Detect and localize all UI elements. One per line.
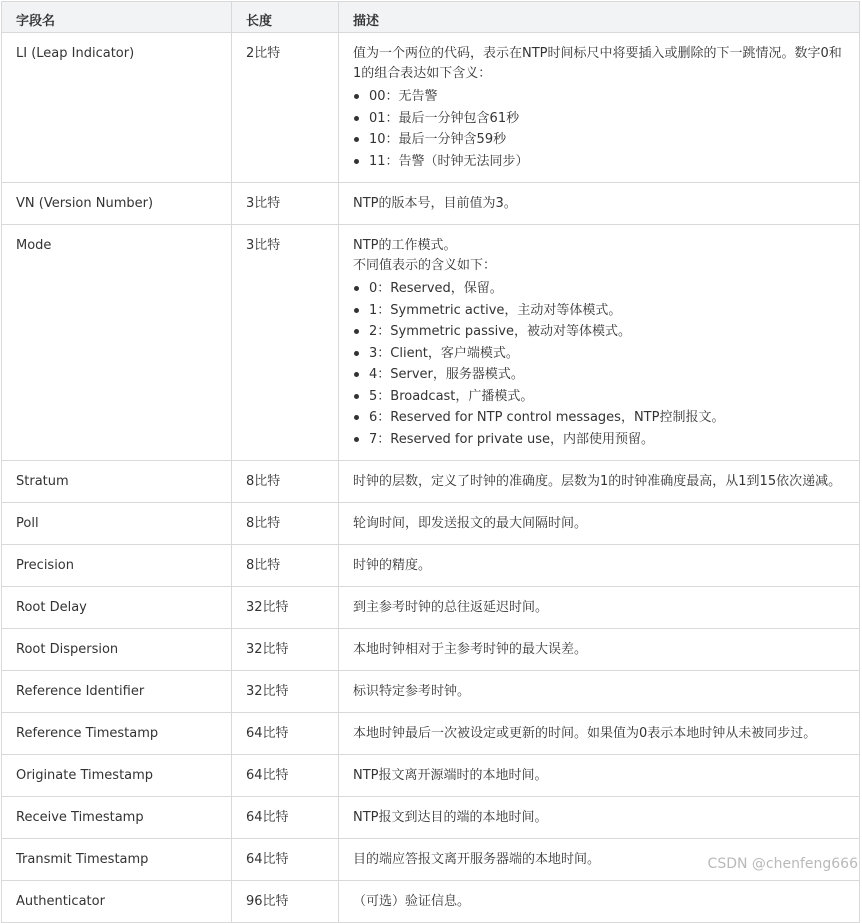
- table-row: [2, 629, 860, 671]
- watermark: CSDN @chenfeng666: [707, 856, 858, 872]
- list-item: 01：最后一分钟包含61秒: [353, 108, 845, 130]
- length-cell: 96比特: [232, 881, 339, 923]
- header-length: 长度: [232, 2, 339, 33]
- length-cell: 64比特: [232, 839, 339, 881]
- length-cell: 32比特: [232, 671, 339, 713]
- table-row: [2, 671, 860, 713]
- list-item: 11：告警（时钟无法同步）: [353, 151, 845, 173]
- value-list: [353, 278, 845, 450]
- description-cell: [339, 587, 860, 629]
- list-item: 2：Symmetric passive，被动对等体模式。: [353, 321, 845, 343]
- value-list: [353, 86, 845, 172]
- table-row: [2, 461, 860, 503]
- length-cell: 8比特: [232, 545, 339, 587]
- list-item: 4：Server，服务器模式。: [353, 364, 845, 386]
- description-cell: [339, 797, 860, 839]
- length-cell: 64比特: [232, 713, 339, 755]
- field-name-cell: Mode: [2, 225, 232, 461]
- field-name-cell: Originate Timestamp: [2, 755, 232, 797]
- description-cell: [339, 713, 860, 755]
- table-row: [2, 881, 860, 923]
- description-text: NTP的工作模式。: [353, 238, 457, 253]
- table-row: [2, 755, 860, 797]
- length-cell: 64比特: [232, 797, 339, 839]
- table-row: [2, 587, 860, 629]
- description-text: （可选）验证信息。: [353, 894, 471, 909]
- description-cell: [339, 225, 860, 461]
- field-name-cell: Precision: [2, 545, 232, 587]
- table-row: [2, 713, 860, 755]
- description-text: 到主参考时钟的总往返延迟时间。: [353, 600, 549, 615]
- table-row: [2, 183, 860, 225]
- length-cell: 32比特: [232, 629, 339, 671]
- description-text: 本地时钟相对于主参考时钟的最大误差。: [353, 642, 588, 657]
- description-text: 时钟的层数，定义了时钟的准确度。层数为1的时钟准确度最高，从1到15依次递减。: [353, 474, 842, 489]
- description-text: NTP报文离开源端时的本地时间。: [353, 768, 548, 783]
- field-name-cell: Transmit Timestamp: [2, 839, 232, 881]
- list-item: 3：Client，客户端模式。: [353, 343, 845, 365]
- description-text: NTP报文到达目的端的本地时间。: [353, 810, 548, 825]
- description-text: 轮询时间，即发送报文的最大间隔时间。: [353, 516, 588, 531]
- length-cell: 3比特: [232, 225, 339, 461]
- header-description: 描述: [339, 2, 860, 33]
- description-text: 值为一个两位的代码，表示在NTP时间标尺中将要插入或删除的下一跳情况。数字0和1的组合表达如下含义：: [353, 46, 842, 81]
- length-cell: 8比特: [232, 461, 339, 503]
- description-cell: [339, 545, 860, 587]
- length-cell: 8比特: [232, 503, 339, 545]
- description-cell: [339, 629, 860, 671]
- field-name-cell: Authenticator: [2, 881, 232, 923]
- field-name-cell: Reference Identifier: [2, 671, 232, 713]
- table-row: [2, 503, 860, 545]
- field-name-cell: Poll: [2, 503, 232, 545]
- table-row: [2, 797, 860, 839]
- field-name-cell: Reference Timestamp: [2, 713, 232, 755]
- description-cell: [339, 183, 860, 225]
- field-name-cell: Root Dispersion: [2, 629, 232, 671]
- description-text: 不同值表示的含义如下：: [353, 258, 497, 273]
- description-text: 时钟的精度。: [353, 558, 432, 573]
- length-cell: 2比特: [232, 33, 339, 183]
- description-cell: [339, 671, 860, 713]
- table-header-row: [2, 2, 860, 33]
- field-name-cell: LI (Leap Indicator): [2, 33, 232, 183]
- description-text: 目的端应答报文离开服务器端的本地时间。: [353, 852, 601, 867]
- description-cell: [339, 755, 860, 797]
- description-text: 标识特定参考时钟。: [353, 684, 471, 699]
- list-item: 0：Reserved，保留。: [353, 278, 845, 300]
- list-item: 1：Symmetric active，主动对等体模式。: [353, 300, 845, 322]
- list-item: 10：最后一分钟含59秒: [353, 129, 845, 151]
- description-cell: [339, 461, 860, 503]
- table-row: [2, 225, 860, 461]
- description-cell: [339, 881, 860, 923]
- list-item: 7：Reserved for private use，内部使用预留。: [353, 429, 845, 451]
- length-cell: 3比特: [232, 183, 339, 225]
- field-name-cell: VN (Version Number): [2, 183, 232, 225]
- table-body: [2, 33, 860, 923]
- table-row: [2, 545, 860, 587]
- header-field-name: 字段名: [2, 2, 232, 33]
- list-item: 00：无告警: [353, 86, 845, 108]
- description-text: NTP的版本号，目前值为3。: [353, 196, 517, 211]
- description-text: 本地时钟最后一次被设定或更新的时间。如果值为0表示本地时钟从未被同步过。: [353, 726, 817, 741]
- field-name-cell: Root Delay: [2, 587, 232, 629]
- list-item: 5：Broadcast，广播模式。: [353, 386, 845, 408]
- length-cell: 64比特: [232, 755, 339, 797]
- ntp-field-table: [1, 1, 860, 923]
- description-cell: [339, 503, 860, 545]
- length-cell: 32比特: [232, 587, 339, 629]
- description-cell: [339, 33, 860, 183]
- field-name-cell: Receive Timestamp: [2, 797, 232, 839]
- field-name-cell: Stratum: [2, 461, 232, 503]
- table-row: [2, 33, 860, 183]
- list-item: 6：Reserved for NTP control messages，NTP控制报文。: [353, 407, 845, 429]
